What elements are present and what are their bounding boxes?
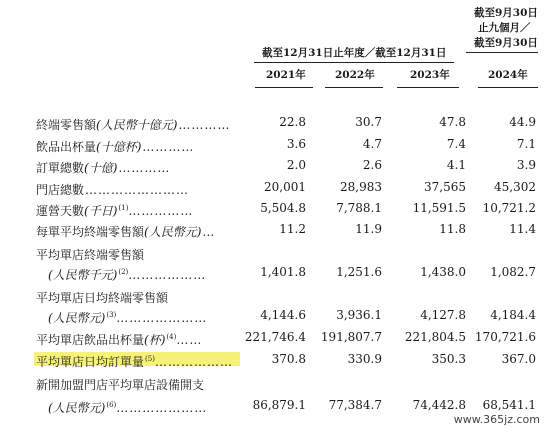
header-rule-nine-month (466, 52, 538, 53)
row-unit: (人民幣千元) (48, 268, 118, 282)
year-header-2024: 2024年 (488, 69, 528, 81)
row-label-text: 終端零售額 (36, 118, 97, 132)
row-label (48, 265, 206, 282)
year-header-2021: 2021年 (266, 69, 306, 81)
row-value-2024: 3.9 (516, 158, 536, 172)
row-leader-dots: ……………… (154, 355, 233, 369)
row-value-2022: 77,384.7 (328, 398, 382, 412)
row-label (48, 308, 207, 325)
row-unit: (千日) (84, 204, 118, 218)
row-value-2021: 5,504.8 (260, 201, 306, 215)
row-value-2021: 2.0 (286, 158, 306, 172)
row-footnote-ref: (3) (106, 311, 117, 319)
row-value-2022: 30.7 (355, 115, 382, 129)
row-value-2024: 10,721.2 (482, 201, 536, 215)
row-leader-dots: … (202, 225, 216, 239)
row-label-text: 運營天數 (36, 204, 85, 218)
row-footnote-ref: (6) (106, 401, 117, 409)
table-row (0, 372, 550, 392)
table-row (0, 112, 550, 132)
row-value-2023: 4.1 (446, 158, 466, 172)
row-value-2023: 11.8 (439, 222, 466, 236)
year-rule-2022 (325, 87, 383, 88)
watermark: www.365jz.com (453, 413, 540, 426)
table-row (0, 305, 550, 325)
row-unit: (十億杯) (96, 140, 142, 154)
row-label (36, 137, 194, 154)
row-value-2021: 22.8 (279, 115, 306, 129)
row-value-2023: 221,804.5 (404, 330, 466, 344)
row-leader-dots: …… (176, 333, 203, 347)
row-value-2021: 221,746.4 (244, 330, 306, 344)
row-value-2023: 350.3 (431, 352, 466, 366)
row-unit: (人民幣元) (144, 225, 202, 239)
row-unit: (人民幣十億元) (96, 118, 178, 132)
row-footnote-ref: (5) (145, 355, 155, 363)
row-value-2022: 3,936.1 (336, 308, 382, 322)
row-label (36, 352, 233, 369)
row-label-text: 平均單店日均終端零售額 (36, 291, 169, 305)
table-row (0, 134, 550, 154)
row-value-2024: 4,184.4 (490, 308, 536, 322)
row-value-2021: 4,144.6 (260, 308, 306, 322)
row-label (36, 115, 230, 132)
table-row (0, 177, 550, 197)
row-value-2024: 170,721.6 (474, 330, 536, 344)
row-unit: (杯) (144, 333, 166, 347)
table-row (0, 262, 550, 282)
table-row (0, 349, 550, 369)
row-value-2023: 74,442.8 (412, 398, 466, 412)
year-rule-2021 (255, 87, 313, 88)
row-unit: (人民幣元) (48, 311, 106, 325)
table-row (0, 155, 550, 175)
table-row (0, 395, 550, 415)
row-footnote-ref: (4) (166, 333, 177, 341)
row-label (36, 180, 189, 197)
row-value-2023: 47.8 (439, 115, 466, 129)
row-value-2022: 11.9 (355, 222, 382, 236)
row-value-2023: 4,127.8 (420, 308, 466, 322)
row-label-text: 平均單店日均訂單量 (36, 355, 145, 369)
year-rule-2023 (397, 87, 459, 88)
row-value-2023: 37,565 (424, 180, 466, 194)
nine-month-header-line2: 止九個月／ (478, 22, 531, 34)
row-label-text: 每單平均終端零售額 (36, 225, 145, 239)
row-value-2021: 370.8 (271, 352, 306, 366)
year-header-2022: 2022年 (335, 69, 375, 81)
row-leader-dots: …………………… (85, 183, 190, 197)
row-leader-dots: ………… (178, 118, 231, 132)
nine-month-header-line1: 截至9月30日 (474, 7, 538, 19)
row-value-2024: 45,302 (494, 180, 536, 194)
row-label-text: 新開加盟門店平均單店設備開支 (36, 378, 205, 392)
table-row (0, 198, 550, 218)
row-unit: (十億) (84, 161, 118, 175)
row-leader-dots: …………… (128, 204, 194, 218)
row-value-2024: 367.0 (501, 352, 536, 366)
nine-month-header-line3: 截至9月30日 (474, 37, 538, 49)
row-label-text: 飲品出杯量 (36, 140, 97, 154)
row-label (36, 245, 145, 262)
row-value-2021: 3.6 (286, 137, 306, 151)
row-value-2024: 1,082.7 (490, 265, 536, 279)
year-rule-2024 (478, 87, 538, 88)
row-value-2024: 7.1 (516, 137, 536, 151)
row-value-2022: 2.6 (362, 158, 382, 172)
row-leader-dots: ………………… (116, 311, 208, 325)
year-group-header: 截至12月31日止年度／截至12月31日 (262, 47, 447, 59)
row-value-2022: 191,807.7 (320, 330, 382, 344)
row-value-2023: 1,438.0 (420, 265, 466, 279)
row-value-2022: 1,251.6 (336, 265, 382, 279)
table-row (0, 242, 550, 262)
row-value-2022: 4.7 (362, 137, 382, 151)
row-value-2021: 1,401.8 (260, 265, 306, 279)
row-label-text: 訂單總數 (36, 161, 85, 175)
year-header-2023: 2023年 (410, 69, 450, 81)
row-leader-dots: ………………… (116, 401, 208, 415)
table-row (0, 327, 550, 347)
row-label (36, 201, 193, 218)
table-row (0, 285, 550, 305)
row-label-text: 平均單店終端零售額 (36, 248, 145, 262)
row-value-2021: 20,001 (264, 180, 306, 194)
row-label (36, 288, 169, 305)
row-label (36, 330, 202, 347)
row-value-2023: 7.4 (446, 137, 466, 151)
row-value-2022: 28,983 (340, 180, 382, 194)
row-label (36, 222, 215, 239)
row-value-2021: 86,879.1 (252, 398, 306, 412)
row-footnote-ref: (2) (118, 268, 129, 276)
row-value-2024: 44.9 (509, 115, 536, 129)
row-value-2022: 7,788.1 (336, 201, 382, 215)
row-value-2024: 68,541.1 (482, 398, 536, 412)
row-value-2024: 11.4 (509, 222, 536, 236)
row-unit: (人民幣元) (48, 401, 106, 415)
row-label-text: 平均單店飲品出杯量 (36, 333, 145, 347)
row-label-text: 門店總數 (36, 183, 85, 197)
row-value-2021: 11.2 (279, 222, 306, 236)
row-value-2022: 330.9 (347, 352, 382, 366)
header-rule-annual (254, 62, 454, 63)
row-label (36, 375, 205, 392)
row-leader-dots: ………… (118, 161, 171, 175)
row-leader-dots: ……………… (128, 268, 207, 282)
row-leader-dots: ………… (142, 140, 195, 154)
row-footnote-ref: (1) (118, 204, 129, 212)
row-label (48, 398, 207, 415)
table-row (0, 219, 550, 239)
row-label (36, 158, 170, 175)
row-value-2023: 11,591.5 (412, 201, 466, 215)
